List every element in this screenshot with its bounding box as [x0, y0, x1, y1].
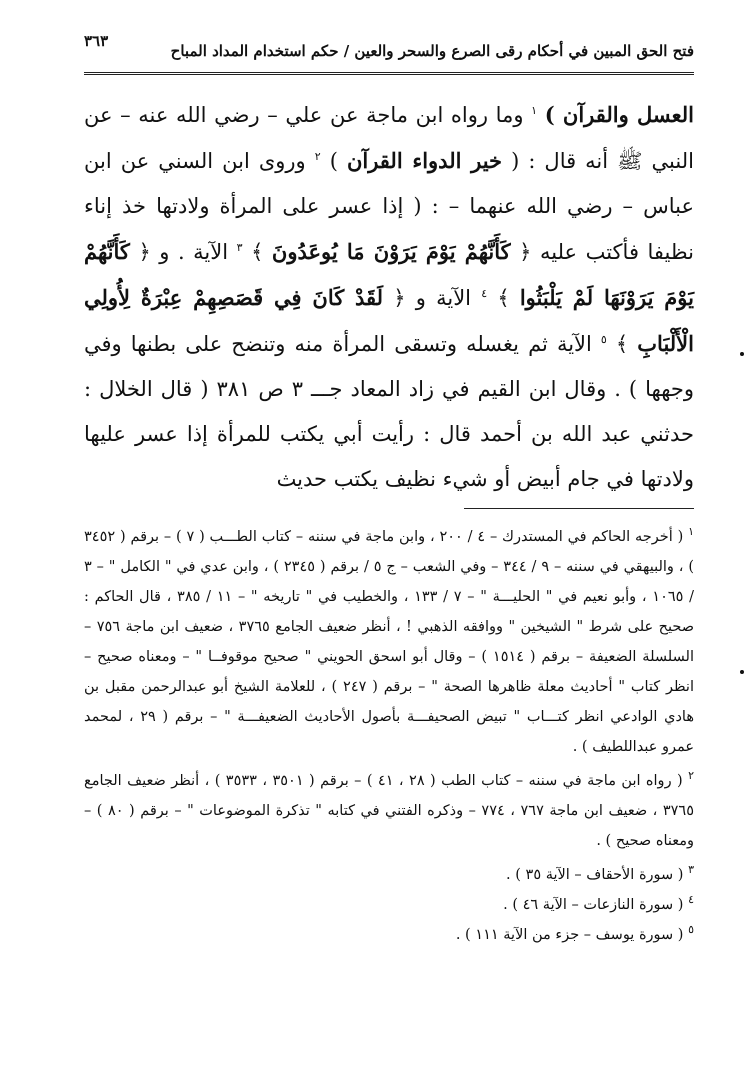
footnote-text: ( أخرجه الحاكم في المستدرك – ٤ / ٢٠٠ ، وابن ماجة في سننه – كتاب الطـــب ( ٧ ) – برقم ( ٣٤٥٢ ) ، والبيهقي في سننه – ٩ / ٣٤٤ – وفي الشعب – ج ٥ / برقم ( ٢٣٤٥ ) ، وابن عدي في " الكامل " – ٣ / ١٠٦٥ ، وأبو نعيم في " الحليـــة " – ٧ / ١٣٣ ، والخطيب في " تاريخه " – ١١ / ٣٨٥ ، قال الحاكم : صحيح على شرط " الشيخين " ووافقه الذهبي ! ، أنظر ضعيف الجامع ٣٧٦٥ ، ضعيف ابن ماجة ٧٥٦ – السلسلة الضعيفة – برقم ( ١٥١٤ ) – وقال أبو اسحق الحويني " صحيح موقوفــا " – ومعناه صحيح – انظر كتاب " أحاديث معلة ظاهرها الصحة " – برقم ( ٢٤٧ ) ، للعلامة الشيخ أبو عبدالرحمن مقبل بن هادي الوادعي انظر كتـــاب " تبيض الصحيفـــة بأصول الأحاديث الضعيفـــة " – برقم ( ٢٩ ، لمحمد عمرو عبداللطيف ) . — [84, 529, 695, 755]
footnote-ref[interactable]: ٢ — [314, 150, 321, 163]
footnote — [84, 860, 694, 890]
footnote — [84, 766, 694, 856]
quran-verse: لَقَدْ كَانَ فِي قَصَصِهِمْ عِبْرَةٌ لِأُولِي الْأَلْبَابِ — [84, 285, 694, 356]
footnote — [84, 890, 694, 920]
text-segment: وروى ابن السني عن ابن عباس – رضي الله عنهما – : ( إذا عسر على المرأة ولادتها خذ إناء نظيفا فأكتب عليه ﴿ — [84, 149, 694, 264]
footnote-text: ( رواه ابن ماجة في سننه – كتاب الطب ( ٢٨ ، ٤١ ) – برقم ( ٣٥٠١ ، ٣٥٣٣ ) ، أنظر ضعيف الجامع ٣٧٦٥ ، ضعيف ابن ماجة ٧٦٧ ، ٧٧٤ – وذكره الفتني في كتابه " تذكرة الموضوعات " – برقم ( ٨٠ ) – ومعناه صحيح ) . — [84, 773, 694, 849]
running-header — [84, 30, 694, 75]
footnote-ref[interactable]: ١ — [531, 104, 538, 117]
footnote-number: ٥ — [688, 923, 694, 937]
footnote — [84, 522, 694, 762]
footnote-number: ١ — [688, 525, 694, 539]
footnote-text: ( سورة يوسف – جزء من الآية ١١١ ) . — [455, 927, 684, 943]
scan-mark — [740, 670, 744, 674]
footnote — [84, 920, 694, 950]
footnotes — [84, 522, 694, 950]
text-segment: وما رواه ابن ماجة عن علي – رضي الله عنه – عن النبي ﷺ أنه قال : ( — [84, 103, 694, 173]
footnote-text: ( سورة الأحقاف – الآية ٣٥ ) . — [506, 867, 684, 883]
text-segment: العسل والقرآن ) — [544, 102, 694, 127]
text-segment: ﴾ — [251, 240, 264, 264]
text-segment: الآية و ﴿ — [393, 286, 472, 310]
quran-verse: كَأَنَّهُمْ يَوْمَ يَرَوْنَ مَا يُوعَدُونَ — [271, 239, 511, 264]
main-paragraph — [84, 92, 694, 502]
footnote-ref[interactable]: ٤ — [481, 287, 488, 300]
text-segment: الآية ثم يغسله وتسقى المرأة منه وتنضح على بطنها وفي وجهها ) . وقال ابن القيم في زاد المعاد جـــ ٣ ص ٣٨١ ( قال الخلال : حدثني عبد الله بن أحمد قال : رأيت أبي يكتب للمرأة إذا عسر عليها ولادتها في جام أبيض أو شيء نظيف يكتب حديث — [84, 332, 694, 491]
page-number: ٣٦٣ — [84, 32, 109, 50]
footnote-separator — [464, 508, 694, 509]
footnote-text: ( سورة النازعات – الآية ٤٦ ) . — [503, 897, 684, 913]
header-title: فتح الحق المبين في أحكام رقى الصرع والسحر والعين / حكم استخدام المداد المباح — [170, 42, 694, 60]
text-segment: ) — [329, 149, 338, 173]
footnote-ref[interactable]: ٥ — [600, 333, 607, 346]
text-segment: الآية . و ﴿ — [138, 240, 229, 264]
scan-mark — [740, 352, 744, 356]
footnote-number: ٢ — [688, 769, 694, 783]
text-segment: ﴾ — [615, 332, 629, 356]
hadith-quote: خير الدواء القرآن — [346, 148, 503, 173]
quran-verse: كَأَنَّهُمْ يَوْمَ يَرَوْنَهَا لَمْ يَلْبَثُوا — [84, 239, 694, 310]
main-text — [84, 92, 694, 502]
footnote-number: ٤ — [688, 893, 694, 907]
footnote-ref[interactable]: ٣ — [236, 241, 243, 254]
footnote-number: ٣ — [688, 863, 694, 877]
text-segment: ﴾ — [497, 286, 510, 310]
